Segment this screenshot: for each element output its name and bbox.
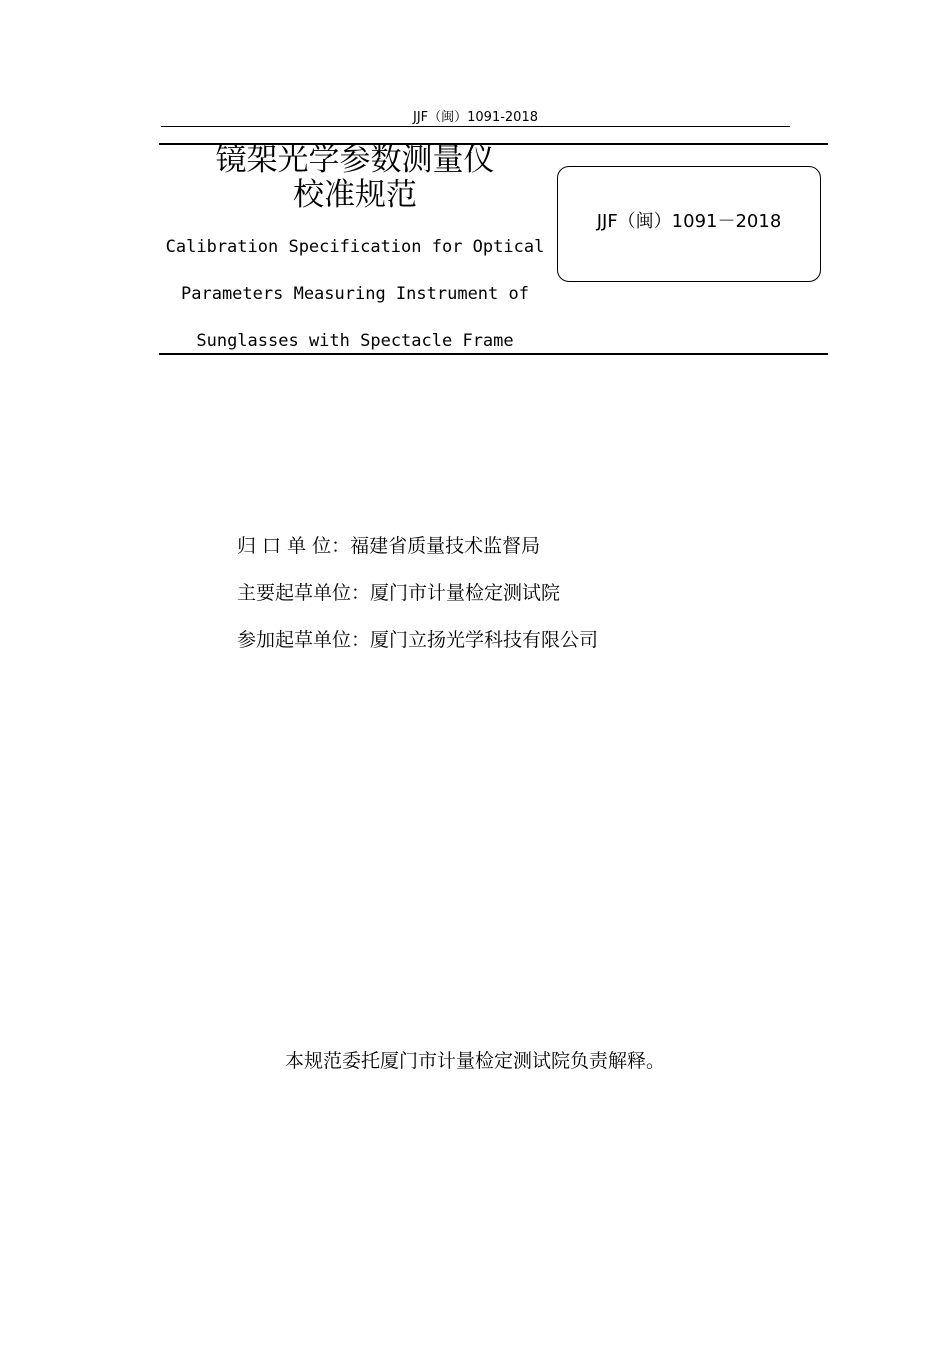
title-cn-line2: 校准规范	[293, 177, 417, 213]
main-drafting-unit-value: 厦门市计量检定测试院	[370, 582, 561, 604]
running-head: JJF（闽）1091-2018	[412, 110, 538, 125]
participating-unit-label: 参加起草单位：	[237, 629, 371, 651]
responsible-unit-value: 福建省质量技术监督局	[350, 535, 541, 557]
title-english	[160, 224, 550, 365]
main-drafting-unit-label: 主要起草单位：	[237, 582, 371, 604]
interpretation-note: 本规范委托厦门市计量检定测试院负责解释。	[284, 1050, 665, 1072]
title-en-line3: Sunglasses with Spectacle Frame	[196, 331, 514, 351]
header-rule	[161, 126, 790, 127]
title-bottom-rule	[159, 353, 828, 355]
title-en-line2: Parameters Measuring Instrument of	[181, 284, 529, 304]
specification-code: JJF（闽）1091－2018	[596, 211, 782, 232]
code-box	[557, 166, 821, 282]
participating-unit-value: 厦门立扬光学科技有限公司	[370, 629, 599, 651]
title-chinese	[160, 143, 550, 213]
title-cn-line1: 镜架光学参数测量仪	[215, 142, 495, 178]
main-drafting-unit	[237, 578, 837, 605]
title-en-line1: Calibration Specification for Optical	[165, 237, 545, 257]
participating-unit	[237, 625, 837, 652]
responsible-unit	[237, 531, 837, 558]
responsible-unit-label: 归 口 单 位：	[237, 535, 351, 557]
